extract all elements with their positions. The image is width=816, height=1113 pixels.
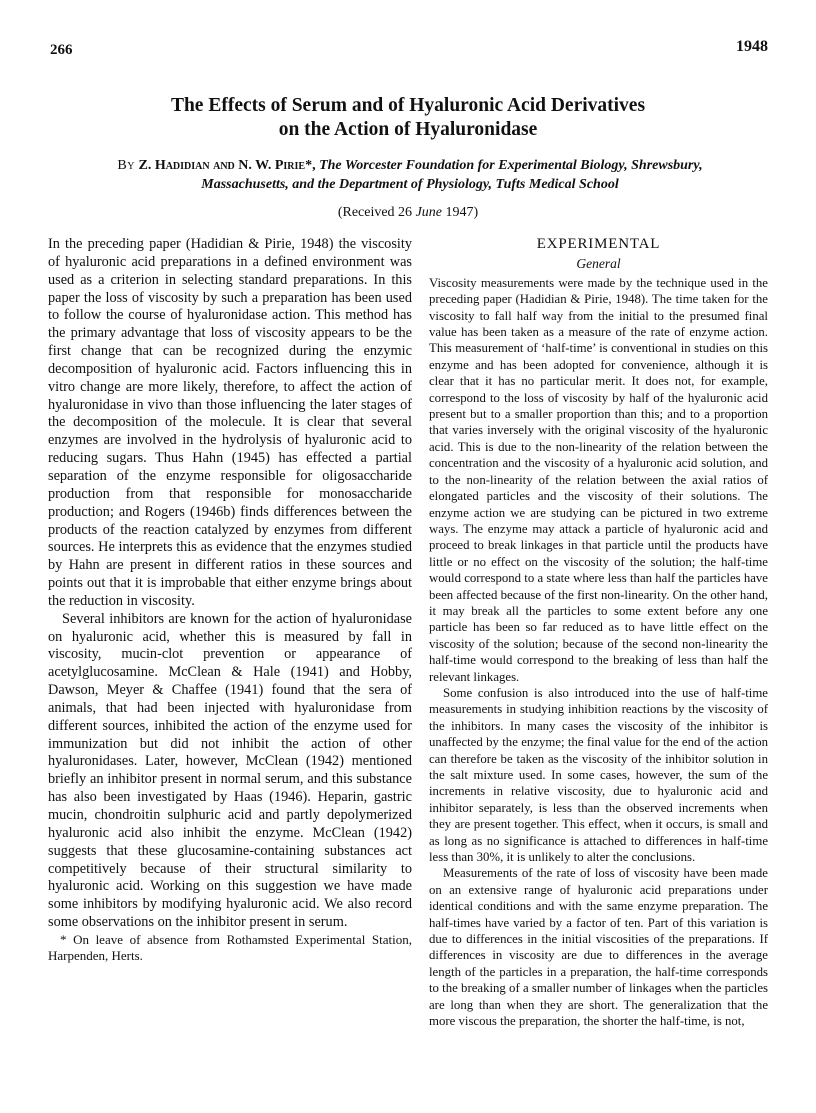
section-heading: EXPERIMENTAL [536, 236, 661, 252]
received-prefix: (Received 26 [337, 205, 413, 220]
author-byline [90, 156, 730, 194]
page-number: 266 [50, 42, 73, 58]
article-title [60, 94, 756, 142]
left-column [48, 236, 412, 964]
experimental-paragraph-1: Viscosity measurements were made by the technique used in the preceding paper (Hadidian & Pirie, 1948). The time taken for the viscosity to fall half way from the initial to the presumed final value has been taken as a measure of the rate of enzyme action. This measurement of ‘half-time’ is conventional in studies on this enzyme and has been adopted for convenience, although it is clear that it has no particular merit. It does not, for example, correspond to the loss of viscosity by half of the hyaluronic acid present but to a smaller proportion than this; and to a proportion that varies inversely with the original viscosity of the hyaluronic acid. This is due to the non-linearity of the relation between the concentration and the viscosity of a hyaluronic acid solution, and to the non-linearity of the relation between the axial ratios of elongated particles and the viscosity of their solutions. The enzyme action we are studying can be pictured in two extreme ways. The enzyme may attack a particle of hyaluronic acid and proceed to break linkages in that particle until the products have little or no effect on the viscosity of the solution; the half-time would correspond to a state where less than half the particles have been affected because of the first non-linearity. On the other hand, it may break all the particles to some extent before any one particle has been so far reduced as to have little effect on the viscosity of the solution; because of the second non-linearity the half-time would correspond to the breaking of less than half the relevant linkages. [429, 275, 768, 684]
journal-year: 1948 [736, 38, 768, 55]
byline-prefix: By [117, 158, 135, 173]
experimental-paragraph-2: Some confusion is also introduced into the use of half-time measurements in studying inhibition reactions by the viscosity of the inhibitors. In many cases the viscosity of the inhibitor is unaffected by the enzyme; the final value for the end of the action can therefore be taken as the viscosity of the inhibitor solution in the salt mixture used. In some cases, however, the sum of the increments in relative viscosity, due to hyaluronic acid and inhibitor separately, is less than the observed increments when they are present together. This effect, when it occurs, is small and as long as no significance is attached to differences in half-time less than 30%, it is unlikely to alter the conclusions. [429, 685, 768, 865]
subsection-heading: General [576, 256, 621, 272]
title-line-1: The Effects of Serum and of Hyaluronic Acid Derivatives [170, 95, 646, 116]
author-footnote: * On leave of absence from Rothamsted Experimental Station, Harpenden, Herts. [48, 931, 412, 963]
experimental-paragraph-3: Measurements of the rate of loss of viscosity have been made on an extensive range of hyaluronic acid preparations under identical conditions and with the same enzyme preparation. The half-times have varied by a factor of ten. Part of this variation is due to differences in the initial viscosities of the preparations. If differences in viscosity are due to differences in the average length of the particles in a preparation, the half-time corresponds to the breaking of a smaller number of linkages when the particles are long than when they are short. The generalization that the more viscous the preparation, the shorter the half-time, is not, [429, 866, 768, 1029]
author-affiliation: The Worcester Foundation for Experimental Biology, Shrewsbury, Massachusetts, and the Department of Physiology, Tufts Medical School [201, 158, 703, 192]
right-column [429, 236, 768, 1030]
intro-paragraph-1: In the preceding paper (Hadidian & Pirie, 1948) the viscosity of hyaluronic acid preparations in a defined environment was used as a criterion in selecting standard preparations. In this paper the loss of viscosity by such a preparation has been used to follow the course of hyaluronidase action. This method has the primary advantage that loss of viscosity appears to be the first change that can be recognized during the enzymic decomposition of hyaluronic acid. Factors influencing this in vitro change are more likely, therefore, to affect the action of hyaluronidase in vivo than those influencing the later stages of the decomposition of the molecule. It is clear that several enzymes are involved in the hydrolysis of hyaluronic acid to reducing sugars. Thus Hahn (1945) has effected a partial separation of the enzyme responsible for oligosaccharide production from that responsible for monosaccharide production; and Rogers (1946b) finds differences between the products of the reaction catalyzed by enzymes from different sources. He interprets this as evidence that the enzymes studied by Hahn are present in different ratios in these sources and points out that it is improbable that either enzyme brings about the reduction in viscosity. [48, 236, 412, 609]
received-suffix: 1947) [445, 205, 479, 220]
intro-paragraph-2: Several inhibitors are known for the action of hyaluronidase on hyaluronic acid, whether this is measured by fall in viscosity, mucin-clot prevention or appearance of acetylglucosamine. McClean & Hale (1941) and Hobby, Dawson, Meyer & Chaffee (1941) found that the sera of animals, that had been injected with hyaluronidase from different sources, inhibited the action of the enzyme used for immunization but did not inhibit the action of other hyaluronidases. Later, however, McClean (1942) mentioned briefly an inhibitor present in normal serum, and this substance has also been investigated by Haas (1946). Heparin, gastric mucin, chondroitin sulphuric acid and partly depolymerized hyaluronic acid also inhibit the enzyme. McClean (1942) suggests that these glucosamine-containing substances act competitively because of their structural similarity to hyaluronic acid. Working on this suggestion we have made some inhibitors by modifying hyaluronic acid. We also record some observations on the inhibitor present in serum. [48, 610, 412, 931]
title-line-2: on the Action of Hyaluronidase [278, 119, 538, 140]
received-month: June [415, 205, 442, 220]
received-date [0, 205, 816, 221]
author-names: Z. Hadidian and N. W. Pirie*, [138, 158, 316, 173]
